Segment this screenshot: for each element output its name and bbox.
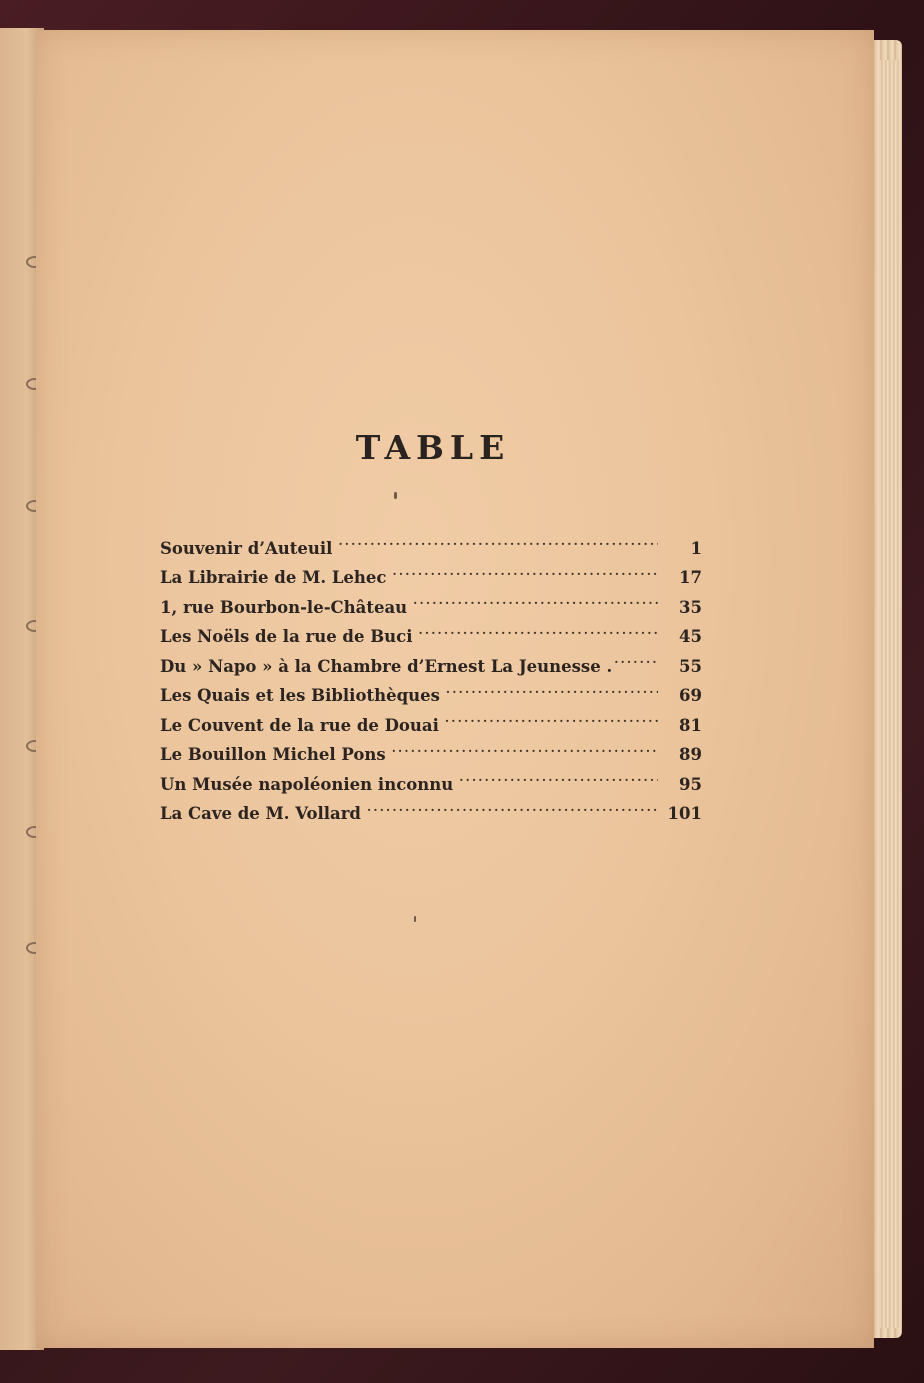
toc-entry-title: Le Bouillon Michel Pons [160, 745, 386, 765]
dot-leader [446, 682, 658, 702]
toc-entry [160, 652, 702, 682]
dot-leader [367, 800, 658, 820]
toc-entry [160, 711, 702, 741]
toc-entry [160, 800, 702, 830]
toc-entry-title: Un Musée napoléonien inconnu [160, 774, 454, 794]
page-stack-edge-inner [880, 60, 902, 1328]
toc-entry-title: Les Noëls de la rue de Buci [160, 627, 413, 647]
toc-page-number: 95 [679, 774, 702, 794]
toc-entry [160, 682, 702, 712]
toc-entry [160, 770, 702, 800]
toc-page-number: 55 [679, 656, 702, 676]
toc-page-number: 35 [679, 597, 702, 617]
toc-entry-title: 1, rue Bourbon-le-Château [160, 597, 408, 617]
dot-leader [392, 741, 658, 761]
toc-entry-title: La Cave de M. Vollard [160, 804, 361, 824]
toc-entry [160, 741, 702, 771]
toc-page-number: 89 [679, 745, 702, 765]
toc-page-number: 101 [667, 804, 702, 824]
dot-leader [614, 652, 658, 672]
paper-fleck [414, 916, 416, 922]
toc-entry-title: Du » Napo » à la Chambre d’Ernest La Jeunesse . [160, 656, 613, 676]
toc-page-number: 17 [679, 568, 702, 588]
toc-page-number: 45 [679, 627, 702, 647]
toc-entry [160, 534, 702, 564]
table-of-contents [160, 534, 702, 829]
toc-entry [160, 623, 702, 653]
dot-leader [418, 623, 658, 643]
toc-entry [160, 564, 702, 594]
dot-leader [445, 711, 658, 731]
dot-leader [392, 564, 658, 584]
toc-entry [160, 593, 702, 623]
dot-leader [413, 593, 658, 613]
toc-page-number: 81 [679, 715, 702, 735]
toc-entry-title: La Librairie de M. Lehec [160, 568, 387, 588]
dot-leader [459, 770, 658, 790]
toc-entry-title: Les Quais et les Bibliothèques [160, 686, 440, 706]
toc-entry-title: Souvenir d’Auteuil [160, 538, 333, 558]
toc-page-number: 69 [679, 686, 702, 706]
dot-leader [338, 534, 658, 554]
toc-entry-title: Le Couvent de la rue de Douai [160, 715, 439, 735]
toc-page-number: 1 [690, 538, 702, 558]
page-title: TABLE [355, 428, 511, 467]
paper-fleck [394, 492, 397, 499]
